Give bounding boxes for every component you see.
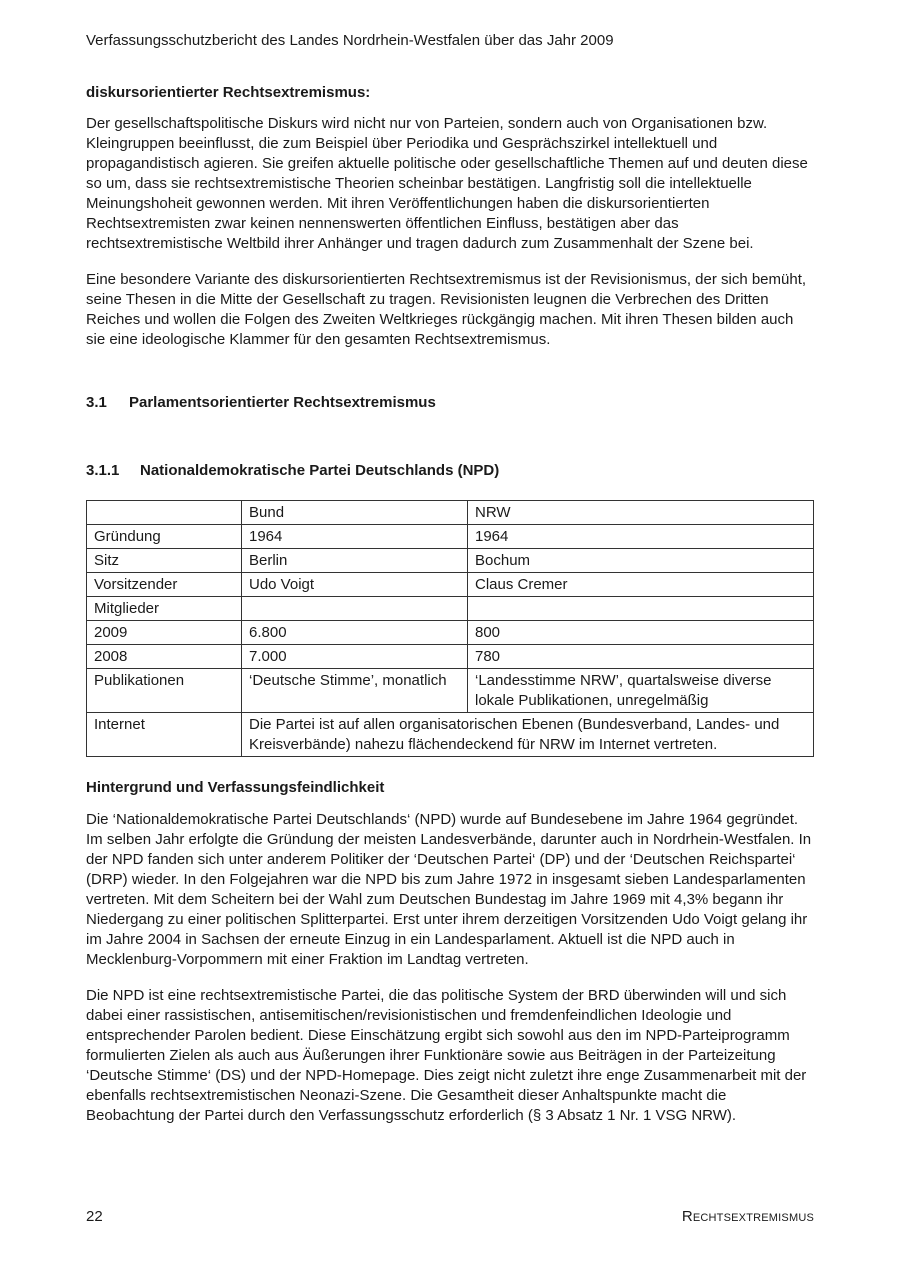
table-cell: 1964 [242,525,468,549]
table-cell: Sitz [87,549,242,573]
table-cell: NRW [468,501,814,525]
table-cell: 7.000 [242,645,468,669]
table-cell: ‘Landesstimme NRW’, quartalsweise diverse lokale Publikationen, unregelmäßig [468,669,814,713]
table-cell: 780 [468,645,814,669]
table-cell: 1964 [468,525,814,549]
table-row [87,621,814,645]
subsection-number: 3.1.1 [86,462,120,479]
table-row [87,597,814,621]
intro-paragraph-1: Der gesellschaftspolitische Diskurs wird nicht nur von Parteien, sondern auch von Organisationen bzw. Kleingruppen beeinflusst, die zum Beispiel über Periodika und Gesprächszirkel intellektuell und propagandistisch agieren. Sie greifen aktuelle politische oder gesellschaftliche Themen auf und deuten diese so um, dass sie rechtsextremistische Theorien scheinbar bestätigen. Langfristig soll die intellektuelle Meinungshoheit gewonnen werden. Mit ihren Veröffentlichungen haben die diskursorientierten Rechtsextremisten zwar keinen nennenswerten öffentlichen Einfluss, bestätigen aber das rechtsextremistische Weltbild ihrer Anhänger und tragen dadurch zum Zusammenhalt der Szene bei. [86,115,808,252]
background-paragraph-1: Die ‘Nationaldemokratische Partei Deutschlands‘ (NPD) wurde auf Bundesebene im Jahre 1964 gegründet. Im selben Jahr erfolgte die Gründung der meisten Landesverbände, darunter auch in Nordrhein-Westfalen. In der NPD fanden sich unter anderem Politiker der ‘Deutschen Partei‘ (DP) und der ‘Deutschen Reichspartei‘ (DRP) wieder. In den Folgejahren war die NPD bis zum Jahre 1972 in insgesamt sieben Landesparlamenten vertreten. Mit dem Scheitern bei der Wahl zum Deutschen Bundestag im Jahre 1969 mit 4,3% begann ihr Niedergang zu einer politischen Splitterpartei. Erst unter ihrem derzeitigen Vorsitzenden Udo Voigt gelang ihr im Jahre 2004 in Sachsen der erneute Einzug in ein Landesparlament. Aktuell ist die NPD auch in Mecklenburg-Vorpommern mit einer Fraktion im Landtag vertreten. [86,811,812,968]
table-cell [468,597,814,621]
table-cell [87,501,242,525]
table-cell: Gründung [87,525,242,549]
table-cell: Vorsitzender [87,573,242,597]
table-row [87,573,814,597]
table-cell: 2009 [87,621,242,645]
table-cell: Mitglieder [87,597,242,621]
table-cell: Die Partei ist auf allen organisatorischen Ebenen (Bundesverband, Landes- und Kreisverbände) nahezu flächendeckend für NRW im Internet vertreten. [242,713,814,757]
intro-paragraph-2: Eine besondere Variante des diskursorientierten Rechtsextremismus ist der Revisionismus, der sich bemüht, seine Thesen in die Mitte der Gesellschaft zu tragen. Revisionisten leugnen die Verbrechen des Dritten Reiches und wollen die Folgen des Zweiten Weltkrieges rückgängig machen. Mit ihren Thesen bilden auch sie eine ideologische Klammer für den gesamten Rechtsextremismus. [86,271,807,348]
table-cell: Bund [242,501,468,525]
table-cell: Claus Cremer [468,573,814,597]
table-cell: 800 [468,621,814,645]
table-header-row [87,501,814,525]
running-header: Verfassungsschutzbericht des Landes Nordrhein-Westfalen über das Jahr 2009 [86,32,614,49]
subsection-title: Nationaldemokratische Partei Deutschlands (NPD) [140,462,500,479]
section-heading [86,393,814,413]
table-cell: Bochum [468,549,814,573]
table-row [87,549,814,573]
table-cell: 6.800 [242,621,468,645]
subsection-heading [86,461,814,481]
background-paragraph-2: Die NPD ist eine rechtsextremistische Partei, die das politische System der BRD überwinden will und sich dabei einer rassistischen, antisemitischen/revisionistischen und fremdenfeindlichen Ideologie und entsprechender Parolen bedient. Diese Einschätzung ergibt sich sowohl aus den im NPD-Parteiprogramm formulierten Zielen als auch aus Äußerungen ihrer Funktionäre sowie aus Beiträgen in der Parteizeitung ‘Deutsche Stimme‘ (DS) und der NPD-Homepage. Dies zeigt nicht zuletzt ihre enge Zusammenarbeit mit der ebenfalls rechtsextremistischen Neonazi-Szene. Die Gesamtheit dieser Anhaltspunkte macht die Beobachtung der Partei durch den Verfassungsschutz erforderlich (§ 3 Absatz 1 Nr. 1 VSG NRW). [86,987,807,1124]
section-title: Parlamentsorientierter Rechtsextremismus [129,394,436,411]
background-heading: Hintergrund und Verfassungsfeindlichkeit [86,779,385,796]
page-number: 22 [86,1208,103,1225]
table-cell: Berlin [242,549,468,573]
table-cell [242,597,468,621]
intro-heading: diskursorientierter Rechtsextremismus: [86,84,371,101]
table-cell: ‘Deutsche Stimme’, monatlich [242,669,468,713]
table-cell: Udo Voigt [242,573,468,597]
table-row [87,669,814,713]
table-cell: Internet [87,713,242,757]
table-row [87,525,814,549]
table-row-internet [87,713,814,757]
table-cell: 2008 [87,645,242,669]
npd-info-table [86,500,814,757]
table-cell: Publikationen [87,669,242,713]
section-number: 3.1 [86,394,107,411]
table-row [87,645,814,669]
footer-section-name: Rechtsextremismus [681,1208,814,1225]
